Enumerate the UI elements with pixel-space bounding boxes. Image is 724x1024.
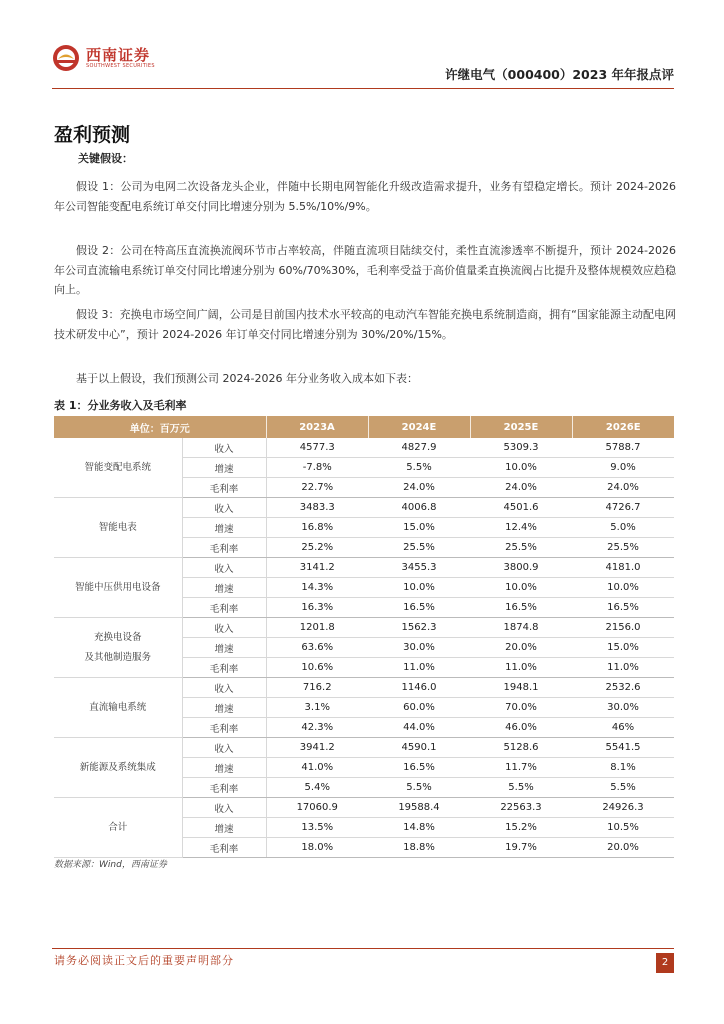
table-row <box>54 438 674 458</box>
value-cell: 3.1% <box>266 698 368 718</box>
value-cell: 11.0% <box>572 658 674 678</box>
metric-label: 收入 <box>182 798 266 818</box>
logo-english-name: SOUTHWEST SECURITIES <box>86 63 155 69</box>
metric-label: 增速 <box>182 638 266 658</box>
value-cell: 46.0% <box>470 718 572 738</box>
value-cell: 19588.4 <box>368 798 470 818</box>
metric-label: 收入 <box>182 618 266 638</box>
segment-name-line: 直流输电系统 <box>89 701 147 713</box>
value-cell: 4501.6 <box>470 498 572 518</box>
metric-label: 毛利率 <box>182 658 266 678</box>
segment-name <box>54 498 182 558</box>
value-cell: 3483.3 <box>266 498 368 518</box>
value-cell: 30.0% <box>572 698 674 718</box>
metric-label: 毛利率 <box>182 718 266 738</box>
value-cell: 25.2% <box>266 538 368 558</box>
value-cell: 4006.8 <box>368 498 470 518</box>
value-cell: 10.6% <box>266 658 368 678</box>
page-header <box>52 34 674 89</box>
value-cell: 2532.6 <box>572 678 674 698</box>
value-cell: 10.5% <box>572 818 674 838</box>
segment-name-line: 充换电设备 <box>93 631 142 643</box>
company-logo <box>52 44 155 72</box>
value-cell: 63.6% <box>266 638 368 658</box>
value-cell: 22563.3 <box>470 798 572 818</box>
segment-name-line: 智能电表 <box>98 521 137 533</box>
metric-label: 增速 <box>182 458 266 478</box>
value-cell: 15.0% <box>572 638 674 658</box>
revenue-margin-table <box>54 416 674 858</box>
value-cell: 4181.0 <box>572 558 674 578</box>
value-cell: 11.0% <box>470 658 572 678</box>
value-cell: 4590.1 <box>368 738 470 758</box>
value-cell: 2156.0 <box>572 618 674 638</box>
value-cell: 1874.8 <box>470 618 572 638</box>
value-cell: 5309.3 <box>470 438 572 458</box>
value-cell: 44.0% <box>368 718 470 738</box>
metric-label: 收入 <box>182 738 266 758</box>
value-cell: 17060.9 <box>266 798 368 818</box>
value-cell: 3455.3 <box>368 558 470 578</box>
segment-name <box>54 678 182 738</box>
assumption-3: 假设 3：充换电市场空间广阔，公司是目前国内技术水平较高的电动汽车智能充换电系统制造商，拥有“国家能源主动配电网技术研发中心”，预计 2024-2026 年订单交付同比增速分别为 30%/20%/15%。 <box>54 308 676 341</box>
metric-label: 毛利率 <box>182 778 266 798</box>
value-cell: 24926.3 <box>572 798 674 818</box>
segment-name <box>54 558 182 618</box>
value-cell: 25.5% <box>368 538 470 558</box>
value-cell: 1201.8 <box>266 618 368 638</box>
value-cell: 25.5% <box>572 538 674 558</box>
value-cell: 716.2 <box>266 678 368 698</box>
value-cell: 60.0% <box>368 698 470 718</box>
value-cell: 10.0% <box>572 578 674 598</box>
table-row <box>54 618 674 638</box>
value-cell: 4726.7 <box>572 498 674 518</box>
value-cell: 30.0% <box>368 638 470 658</box>
value-cell: 3800.9 <box>470 558 572 578</box>
metric-label: 毛利率 <box>182 538 266 558</box>
assumption-2: 假设 2：公司在特高压直流换流阀环节市占率较高，伴随直流项目陆续交付，柔性直流渗透率不断提升，预计 2024-2026 年公司直流输电系统订单交付同比增速分别为 60%/70%30%，毛利率受益于高价值量柔直换流阀占比提升及整体规模效应趋稳向上。 <box>54 244 676 296</box>
table-row <box>54 498 674 518</box>
value-cell: 13.5% <box>266 818 368 838</box>
year-header: 2024E <box>368 416 470 438</box>
metric-label: 增速 <box>182 698 266 718</box>
value-cell: 5.5% <box>572 778 674 798</box>
table-caption: 表 1：分业务收入及毛利率 <box>54 399 187 412</box>
value-cell: 3141.2 <box>266 558 368 578</box>
section-title: 盈利预测 <box>54 124 131 146</box>
table-row <box>54 798 674 818</box>
year-header: 2026E <box>572 416 674 438</box>
metric-label: 增速 <box>182 578 266 598</box>
segment-name <box>54 798 182 858</box>
value-cell: 15.0% <box>368 518 470 538</box>
value-cell: 46% <box>572 718 674 738</box>
value-cell: 18.8% <box>368 838 470 858</box>
value-cell: 5541.5 <box>572 738 674 758</box>
segment-name <box>54 618 182 678</box>
metric-label: 毛利率 <box>182 838 266 858</box>
metric-label: 毛利率 <box>182 478 266 498</box>
value-cell: 20.0% <box>470 638 572 658</box>
value-cell: 8.1% <box>572 758 674 778</box>
segment-name <box>54 438 182 498</box>
table-body <box>54 438 674 858</box>
value-cell: 12.4% <box>470 518 572 538</box>
segment-name-line: 新能源及系统集成 <box>79 761 156 773</box>
value-cell: 14.3% <box>266 578 368 598</box>
value-cell: -7.8% <box>266 458 368 478</box>
segment-name-line: 合计 <box>108 821 128 833</box>
value-cell: 5.4% <box>266 778 368 798</box>
value-cell: 1146.0 <box>368 678 470 698</box>
value-cell: 11.0% <box>368 658 470 678</box>
value-cell: 5.5% <box>368 458 470 478</box>
page-number: 2 <box>656 953 674 973</box>
metric-label: 收入 <box>182 438 266 458</box>
value-cell: 24.0% <box>470 478 572 498</box>
value-cell: 4827.9 <box>368 438 470 458</box>
value-cell: 10.0% <box>470 578 572 598</box>
segment-name-line: 智能变配电系统 <box>84 461 151 473</box>
value-cell: 22.7% <box>266 478 368 498</box>
value-cell: 16.5% <box>368 758 470 778</box>
summary-sentence: 基于以上假设，我们预测公司 2024-2026 年分业务收入成本如下表： <box>76 372 418 385</box>
value-cell: 9.0% <box>572 458 674 478</box>
value-cell: 16.5% <box>368 598 470 618</box>
value-cell: 4577.3 <box>266 438 368 458</box>
value-cell: 16.3% <box>266 598 368 618</box>
value-cell: 20.0% <box>572 838 674 858</box>
metric-label: 毛利率 <box>182 598 266 618</box>
table-row <box>54 558 674 578</box>
value-cell: 1948.1 <box>470 678 572 698</box>
table-header-row <box>54 416 674 438</box>
report-title: 许继电气（000400）2023 年年报点评 <box>445 67 674 82</box>
value-cell: 24.0% <box>572 478 674 498</box>
metric-label: 增速 <box>182 818 266 838</box>
value-cell: 15.2% <box>470 818 572 838</box>
value-cell: 19.7% <box>470 838 572 858</box>
value-cell: 24.0% <box>368 478 470 498</box>
table-row <box>54 738 674 758</box>
metric-label: 增速 <box>182 758 266 778</box>
metric-label: 收入 <box>182 558 266 578</box>
value-cell: 70.0% <box>470 698 572 718</box>
value-cell: 3941.2 <box>266 738 368 758</box>
value-cell: 41.0% <box>266 758 368 778</box>
assumption-1: 假设 1：公司为电网二次设备龙头企业，伴随中长期电网智能化升级改造需求提升，业务有望稳定增长。预计 2024-2026 年公司智能变配电系统订单交付同比增速分别为 5.5%/10%/9%。 <box>54 180 676 213</box>
value-cell: 25.5% <box>470 538 572 558</box>
value-cell: 14.8% <box>368 818 470 838</box>
value-cell: 5128.6 <box>470 738 572 758</box>
footer-disclaimer: 请务必阅读正文后的重要声明部分 <box>54 954 234 967</box>
metric-label: 增速 <box>182 518 266 538</box>
value-cell: 5.5% <box>470 778 572 798</box>
data-source: 数据来源：Wind，西南证券 <box>54 860 167 870</box>
value-cell: 1562.3 <box>368 618 470 638</box>
value-cell: 16.8% <box>266 518 368 538</box>
metric-label: 收入 <box>182 678 266 698</box>
year-header: 2025E <box>470 416 572 438</box>
year-header: 2023A <box>266 416 368 438</box>
table-row <box>54 678 674 698</box>
logo-chinese-name: 西南证券 <box>86 46 151 64</box>
segment-name-line: 智能中压供用电设备 <box>74 581 161 593</box>
value-cell: 10.0% <box>368 578 470 598</box>
value-cell: 11.7% <box>470 758 572 778</box>
value-cell: 42.3% <box>266 718 368 738</box>
value-cell: 5.0% <box>572 518 674 538</box>
value-cell: 5788.7 <box>572 438 674 458</box>
segment-name <box>54 738 182 798</box>
unit-header: 单位：百万元 <box>54 416 266 438</box>
value-cell: 18.0% <box>266 838 368 858</box>
metric-label: 收入 <box>182 498 266 518</box>
value-cell: 5.5% <box>368 778 470 798</box>
value-cell: 16.5% <box>470 598 572 618</box>
value-cell: 10.0% <box>470 458 572 478</box>
footer-divider <box>52 948 674 949</box>
segment-name-line: 及其他制造服务 <box>84 651 151 663</box>
value-cell: 16.5% <box>572 598 674 618</box>
key-assumptions-heading: 关键假设： <box>78 152 133 165</box>
logo-mark-icon <box>52 44 80 72</box>
